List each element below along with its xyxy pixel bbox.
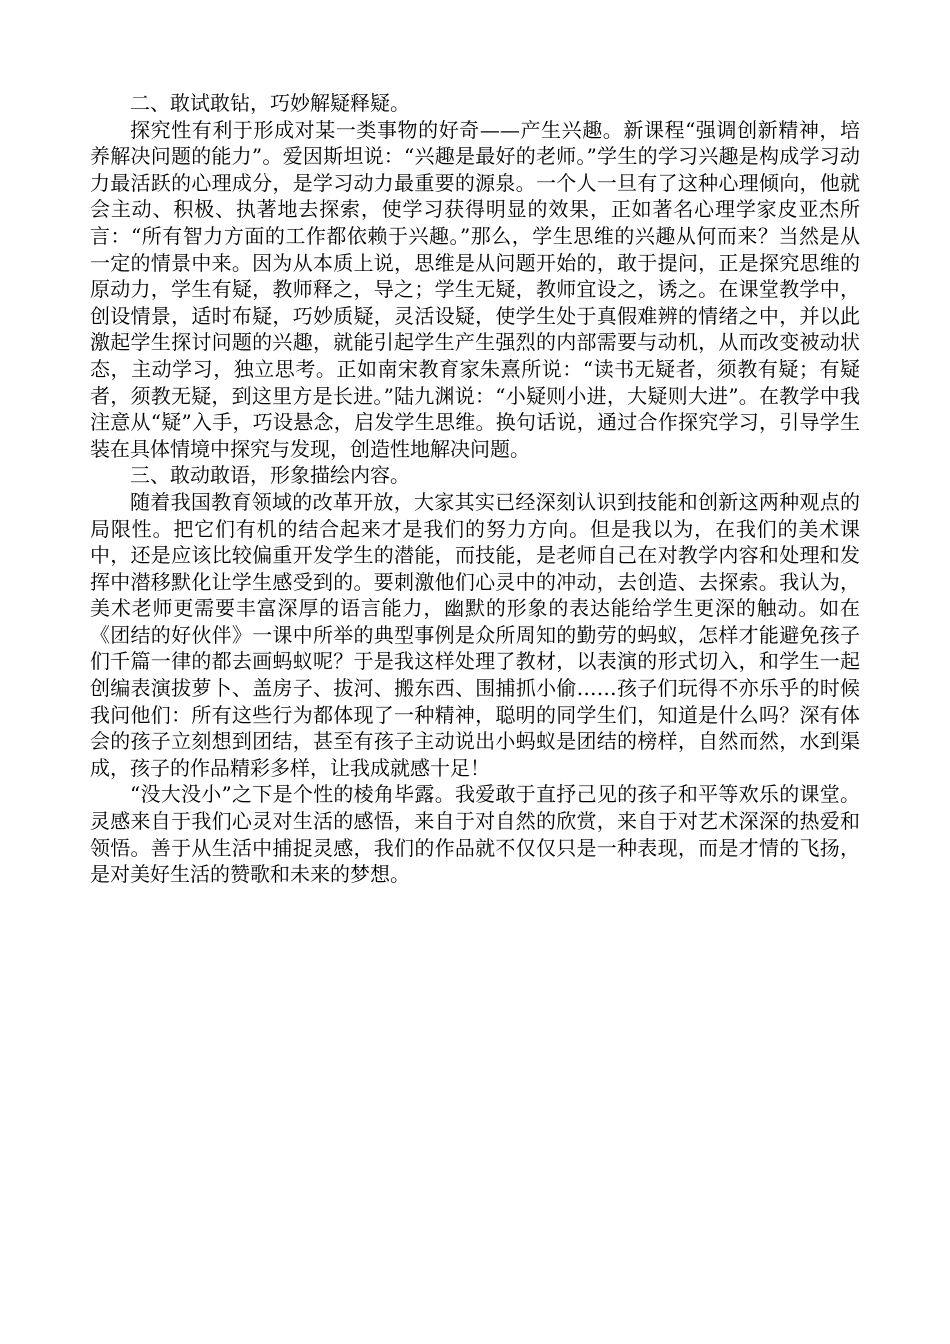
section-3-heading: 三、敢动敢语，形象描绘内容。 <box>130 463 410 488</box>
document-body <box>90 90 860 888</box>
section-2-paragraph: 探究性有利于形成对某一类事物的好奇——产生兴趣。新课程“强调创新精神，培养解决问题的能力”。爱因斯坦说：“兴趣是最好的老师。”学生的学习兴趣是构成学习动力最活跃的心理成分，是学习动力最重要的源泉。一个人一旦有了这种心理倾向，他就会主动、积极、执著地去探索，使学习获得明显的效果，正如著名心理学家皮亚杰所言：“所有智力方面的工作都依赖于兴趣。”那么，学生思维的兴趣从何而来？当然是从一定的情景中来。因为从本质上说，思维是从问题开始的，敢于提问，正是探究思维的原动力，学生有疑，教师释之，导之；学生无疑，教师宜设之，诱之。在课堂教学中，创设情景，适时布疑，巧妙质疑，灵活设疑，使学生处于真假难辨的情绪之中，并以此激起学生探讨问题的兴趣，就能引起学生产生强烈的内部需要与动机，从而改变被动状态，主动学习，独立思考。正如南宋教育家朱熹所说：“读书无疑者，须教有疑；有疑者，须教无疑，到这里方是长进。”陆九渊说：“小疑则小进，大疑则大进”。在教学中我注意从“疑”入手，巧设悬念，启发学生思维。换句话说，通过合作探究学习，引导学生装在具体情境中探究与发现，创造性地解决问题。 <box>90 117 860 461</box>
section-3-paragraph: 随着我国教育领域的改革开放，大家其实已经深刻认识到技能和创新这两种观点的局限性。把它们有机的结合起来才是我们的努力方向。但是我以为，在我们的美术课中，还是应该比较偏重开发学生的潜能，而技能，是老师自己在对教学内容和处理和发挥中潜移默化让学生感受到的。要刺激他们心灵中的冲动，去创造、去探索。我认为，美术老师更需要丰富深厚的语言能力，幽默的形象的表达能给学生更深的触动。如在《团结的好伙伴》一课中所举的典型事例是众所周知的勤劳的蚂蚁，怎样才能避免孩子们千篇一律的都去画蚂蚁呢？于是我这样处理了教材，以表演的形式切入，和学生一起创编表演拔萝卜、盖房子、拔河、搬东西、围捕抓小偷……孩子们玩得不亦乐乎的时候我问他们：所有这些行为都体现了一种精神，聪明的同学生们，知道是什么吗？深有体会的孩子立刻想到团结，甚至有孩子主动说出小蚂蚁是团结的榜样，自然而然，水到渠成，孩子的作品精彩多样，让我成就感十足！ <box>90 489 860 780</box>
section-2-heading: 二、敢试敢钻，巧妙解疑释疑。 <box>130 91 410 115</box>
closing-paragraph: “没大没小”之下是个性的棱角毕露。我爱敢于直抒己见的孩子和平等欢乐的课堂。灵感来自于我们心灵对生活的感悟，来自于对自然的欣赏，来自于对艺术深深的热爱和领悟。善于从生活中捕捉灵感，我们的作品就不仅仅只是一种表现，而是才情的飞扬，是对美好生活的赞歌和未来的梦想。 <box>90 782 860 887</box>
